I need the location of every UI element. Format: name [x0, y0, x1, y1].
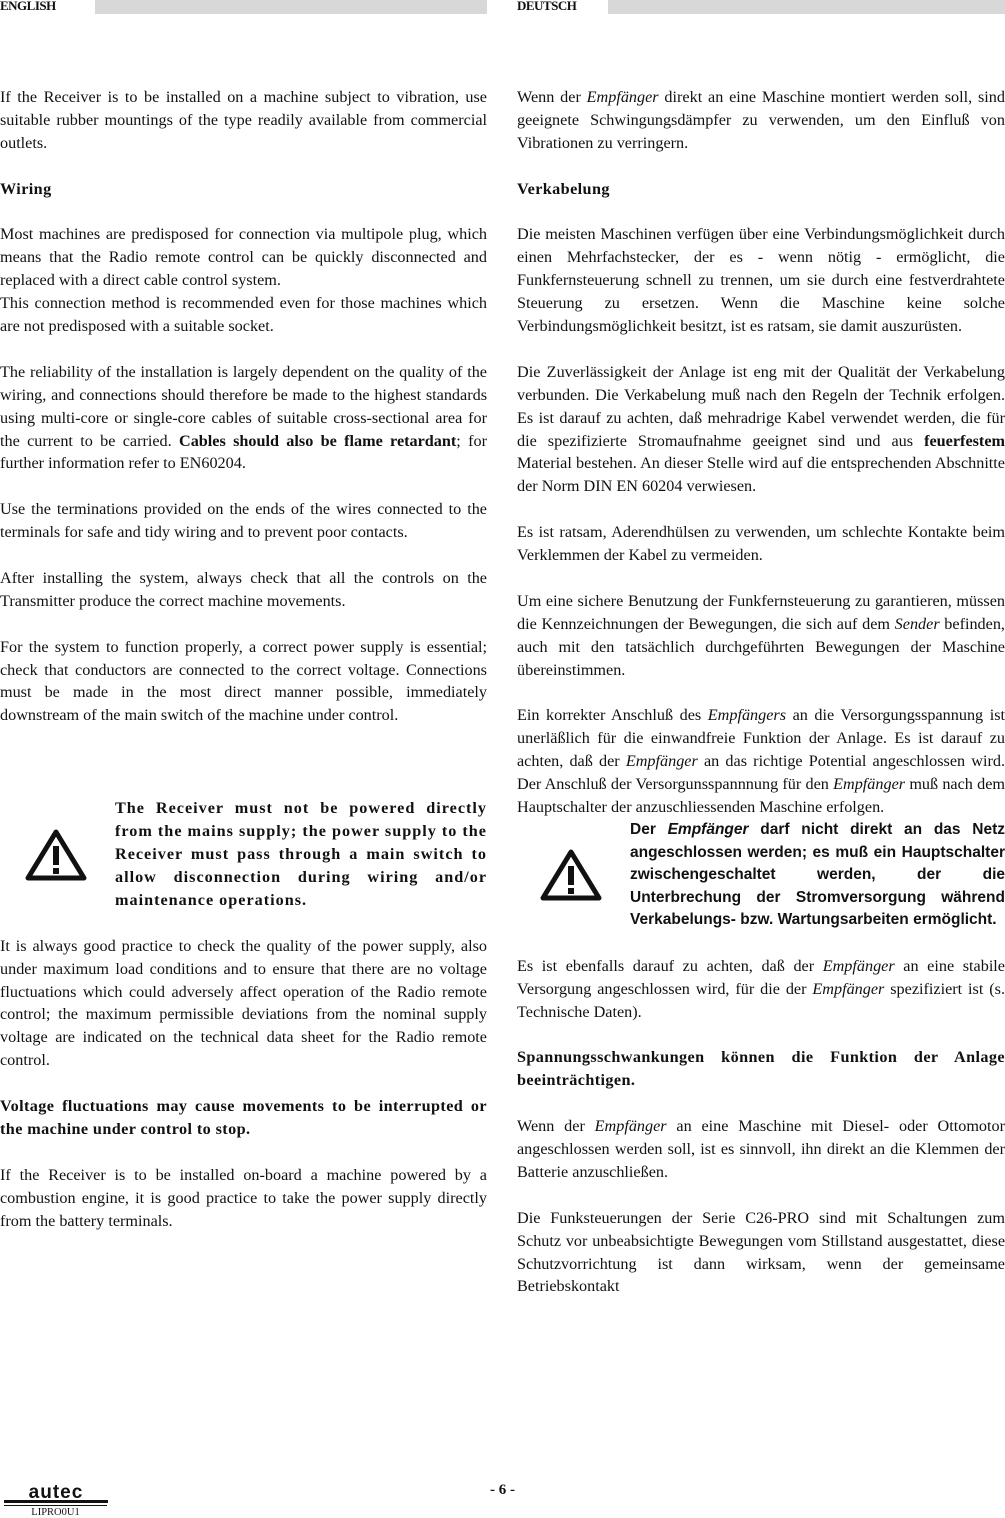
en-paragraph-connection-method: This connection method is recommended even for those machines which are not predisposed with a suitable socket.	[0, 294, 487, 336]
de-paragraph-stabile-versorgung: Es ist ebenfalls darauf zu achten, daß der Empfänger an eine stabile Versorgung angeschlossen wird, für die der Empfänger spezifiziert ist (s. Technische Daten).	[517, 956, 1005, 1021]
en-paragraph-mounting: If the Receiver is to be installed on a machine subject to vibration, use suitable rubber mountings of the type readily available from commercial outlets.	[0, 88, 487, 152]
en-paragraph-power-supply: For the system to function properly, a correct power supply is essential; check that conductors are connected to the correct voltage. Connections must be made in the most direct manner possible, immediately downstream of the main switch of the machine under control.	[0, 637, 487, 725]
de-warning-box	[517, 819, 1005, 932]
header-bar-right	[608, 0, 1005, 14]
de-warning-text: Der Empfänger darf nicht direkt an das Netz angeschlossen werden; es muß ein Hauptschalter zwischengeschaltet werden, der die Unterbrechung der Stromversorgung während Verkabelungs- bzw. Wartungsarbeiten ermöglicht.	[630, 820, 1005, 929]
de-paragraph-zuverlaessigkeit: Die Zuverlässigkeit der Anlage ist eng mit der Qualität der Verkabelung verbunden. Die Verkabelung muß nach den Regeln der Technik erfolgen. Es ist darauf zu achten, daß mehradrige Kabel verwendet werden, die für die spezifizierte Stromaufnahme geeignet sind und aus feuerfestem Material bestehen. An dieser Stelle wird auf die entsprechenden Abschnitte der Norm DIN EN 60204 verwiesen.	[517, 362, 1005, 496]
english-column	[0, 86, 487, 1255]
en-paragraph-reliability: The reliability of the installation is largely dependent on the quality of the wiring, and connections should therefore be made to the highest standards using multi-core or single-core cables of suitable cross-sectional area for the current to be carried. Cables should also be flame retardant; for further information refer to EN60204.	[0, 362, 487, 473]
page-number: - 6 -	[490, 1482, 515, 1498]
en-warning-box	[0, 797, 487, 912]
en-paragraph-combustion-engine: If the Receiver is to be installed on-board a machine powered by a combustion engine, it is good practice to take the power supply directly from the battery terminals.	[0, 1165, 487, 1230]
de-paragraph-spannungsschwankungen: Spannungsschwankungen können die Funktion der Anlage beeinträchtigen.	[517, 1048, 1005, 1090]
warning-icon	[512, 849, 630, 901]
en-paragraph-voltage-fluctuations: Voltage fluctuations may cause movements to be interrupted or the machine under control to stop.	[0, 1097, 487, 1138]
de-paragraph-c26-pro: Die Funksteuerungen der Serie C26-PRO sind mit Schaltungen zum Schutz vor unbeabsichtigte Bewegungen vom Stillstand ausgestattet, diese Schutzvorrichtung ist dann wirksam, wenn der gemeinsame Betriebskontakt	[517, 1208, 1005, 1296]
svg-text:autec: autec	[28, 1484, 84, 1503]
header-bar-left	[95, 0, 487, 14]
deutsch-column	[517, 86, 1005, 1321]
en-warning-text: The Receiver must not be powered directly from the mains supply; the power supply to the Receiver must pass through a main switch to allow disconnection during wiring and/or maintenance operations.	[115, 799, 487, 909]
de-paragraph-motor: Wenn der Empfänger an eine Maschine mit Diesel- oder Ottomotor angeschlossen werden soll, ist es sinnvoll, ihn direkt an die Klemmen der Batterie anzuschließen.	[517, 1117, 1005, 1181]
en-paragraph-check-controls: After installing the system, always check that all the controls on the Transmitter produce the correct machine movements.	[0, 568, 487, 610]
de-paragraph-benutzung: Um eine sichere Benutzung der Funkfernsteuerung zu garantieren, müssen die Kennzeichnungen der Bewegungen, die sich auf dem Sender befinden, auch mit den tatsächlich durchgeführten Bewegungen der Maschine übereinstimmen.	[517, 591, 1005, 679]
language-label-english: ENGLISH	[0, 0, 56, 13]
en-heading-wiring: Wiring	[0, 179, 52, 198]
document-code: LIPRO0U1	[4, 1505, 107, 1518]
de-feuerfestem-note: feuerfestem	[924, 431, 1005, 450]
de-paragraph-anschluss: Ein korrekter Anschluß des Empfängers an die Versorgungsspannung ist unerläßlich für die einwandfreie Funktion der Anlage. Es ist darauf zu achten, daß der Empfänger an das richtige Potential angeschlossen wird. Der Anschluß der Versorgunsspannnung für den Empfänger muß nach dem Hauptschalter der anzuschliessenden Maschine erfolgen.	[517, 706, 1005, 816]
en-paragraph-terminations: Use the terminations provided on the ends of the wires connected to the terminals for safe and tidy wiring and to prevent poor contacts.	[0, 500, 487, 542]
de-paragraph-montage: Wenn der Empfänger direkt an eine Maschine montiert werden soll, sind geeignete Schwingungsdämpfer zu verwenden, um den Einfluß von Vibrationen zu verringern.	[517, 88, 1005, 152]
en-paragraph-multipole: Most machines are predisposed for connection via multipole plug, which means that the Radio remote control can be quickly disconnected and replaced with a direct cable control system.	[0, 225, 487, 290]
warning-icon	[0, 829, 115, 881]
header-left	[0, 0, 487, 15]
en-paragraph-quality-check: It is always good practice to check the quality of the power supply, also under maximum load conditions and to ensure that there are no voltage fluctuations which could adversely affect operation of the Radio remote control; the maximum permissible deviations from the nominal supply voltage are indicated on the technical data sheet for the Radio remote control.	[0, 936, 487, 1070]
de-heading-verkabelung: Verkabelung	[517, 179, 610, 198]
language-label-deutsch: DEUTSCH	[517, 0, 577, 13]
en-flame-retardant-note: Cables should also be flame retardant	[179, 431, 457, 450]
header-right	[517, 0, 1005, 15]
de-paragraph-mehrfachstecker: Die meisten Maschinen verfügen über eine Verbindungsmöglichkeit durch einen Mehrfachstecker, der es - wenn nötig - ermöglicht, die Funkfernsteuerung schnell zu trennen, um sie durch eine festverdrahtete Steuerung zu ersetzen. Wenn die Maschine keine solche Verbindungsmöglichkeit besitzt, ist es ratsam, sie damit auszurüsten.	[517, 225, 1005, 336]
de-paragraph-aderendhuelsen: Es ist ratsam, Aderendhülsen zu verwenden, um schlechte Kontakte beim Verklemmen der Kabel zu vermeiden.	[517, 523, 1005, 565]
